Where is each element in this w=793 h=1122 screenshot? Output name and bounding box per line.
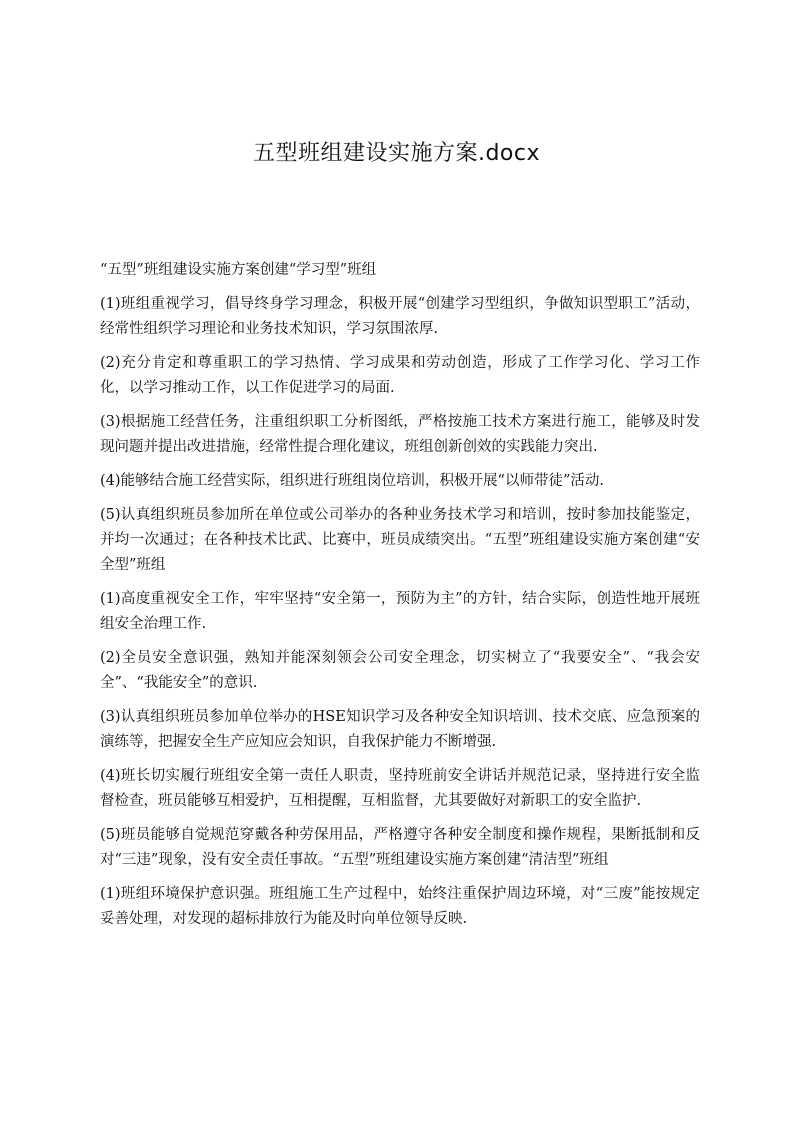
paragraph: (1)班组环境保护意识强。班组施工生产过程中，始终注重保护周边环境，对“三废”能按规定妥善处理，对发现的超标排放行为能及时向单位领导反映.: [100, 886, 700, 927]
paragraph: (3)根据施工经营任务，注重组织职工分析图纸，严格按施工技术方案进行施工，能够及时发现问题并提出改进措施，经常性提合理化建议，班组创新创效的实践能力突出.: [100, 414, 700, 455]
paragraph: (4)班长切实履行班组安全第一责任人职责，坚持班前安全讲话并规范记录，坚持进行安全监督检查，班员能够互相爱护，互相提醒，互相监督，尤其要做好对新职工的安全监护.: [100, 768, 700, 809]
paragraph: (2)充分肯定和尊重职工的学习热情、学习成果和劳动创造，形成了工作学习化、学习工作化，以学习推动工作，以工作促进学习的局面.: [100, 355, 700, 396]
paragraph: (4)能够结合施工经营实际，组织进行班组岗位培训，积极开展“以师带徒”活动.: [100, 473, 604, 489]
paragraph-heading-learning: “五型”班组建设实施方案创建“学习型”班组: [100, 262, 377, 278]
paragraph: (1)高度重视安全工作，牢牢坚持“安全第一，预防为主”的方针，结合实际，创造性地开展班组安全治理工作.: [100, 591, 700, 632]
paragraph: (1)班组重视学习，倡导终身学习理念，积极开展“创建学习型组织，争做知识型职工”活动，经常性组织学习理论和业务技术知识，学习氛围浓厚.: [100, 296, 700, 337]
document-title: 五型班组建设实施方案.docx: [252, 141, 541, 166]
paragraph: (2)全员安全意识强，熟知并能深刻领会公司安全理念，切实树立了“我要安全”、“我会安全”、“我能安全”的意识.: [100, 650, 700, 691]
paragraph: (3)认真组织班员参加单位举办的HSE知识学习及各种安全知识培训、技术交底、应急预案的演练等，把握安全生产应知应会知识，自我保护能力不断增强.: [100, 709, 700, 750]
paragraph: (5)班员能够自觉规范穿戴各种劳保用品，严格遵守各种安全制度和操作规程，果断抵制和反对“三违”现象，没有安全责任事故。“五型”班组建设实施方案创建“清洁型”班组: [100, 827, 700, 868]
document-body: [100, 258, 700, 941]
paragraph: (5)认真组织班员参加所在单位或公司举办的各种业务技术学习和培训，按时参加技能鉴定，并均一次通过；在各种技术比武、比赛中，班员成绩突出。“五型”班组建设实施方案创建“安全型”班组: [100, 507, 700, 573]
